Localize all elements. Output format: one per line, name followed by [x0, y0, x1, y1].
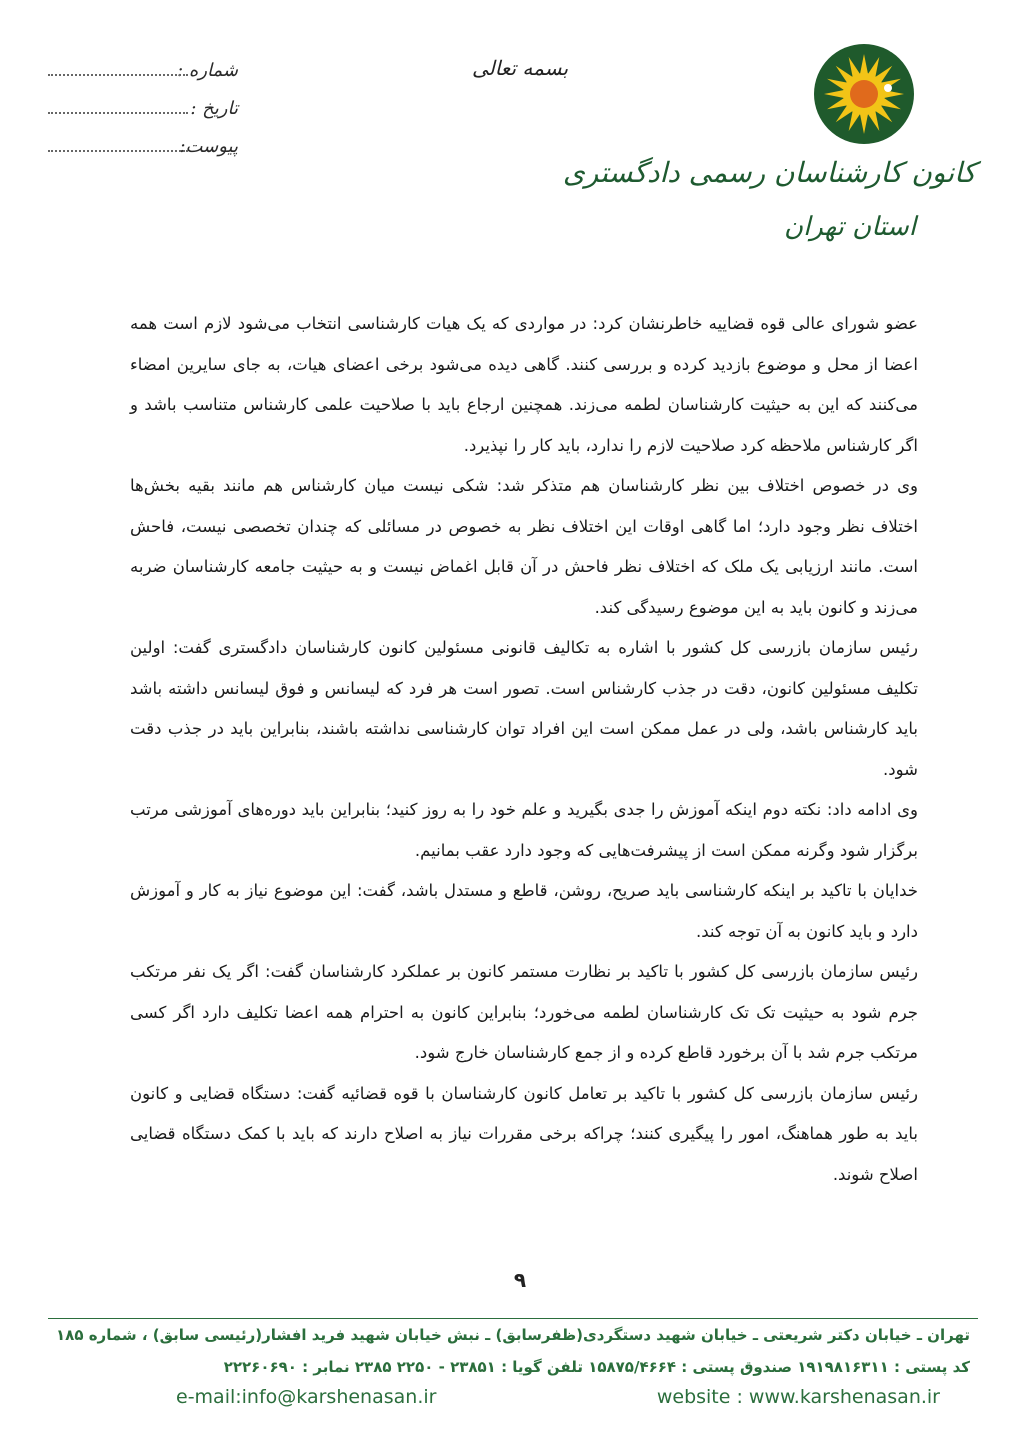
- footer-divider: [48, 1318, 978, 1319]
- sun-emblem-icon: [814, 44, 914, 144]
- body-paragraph: وی در خصوص اختلاف بین نظر کارشناسان هم متذکر شد: شکی نیست میان کارشناس هم مانند بقیه بخش‌ها اختلاف نظر وجود دارد؛ اما گاهی اوقات این اختلاف نظر به خصوص در مسائلی که چندان تخصصی نیست، فاحش است. مانند ارزیابی یک ملک که اختلاف نظر فاحش در آن قابل اغماض نیست و به حیثیت جامعه کارشناسان ضربه می‌زند و کانون باید به این موضوع رسیدگی کند.: [130, 476, 918, 617]
- org-province: استان تهران: [783, 212, 916, 242]
- body-paragraph: رئیس سازمان بازرسی کل کشور با تاکید بر تعامل کانون کارشناسان با قوه قضائیه گفت: دستگاه قضایی و کانون باید به طور هماهنگ، امور را پیگیری کنند؛ چراکه برخی مقررات نیاز به اصلاح دارند که باید با کمک دستگاه قضایی اصلاح شوند.: [130, 1083, 918, 1184]
- meta-row-date: [48, 98, 248, 136]
- meta-label-number: شماره :: [177, 60, 238, 81]
- meta-dots: [48, 150, 188, 152]
- footer-web-row: [80, 1386, 970, 1416]
- page-number: ۹: [513, 1268, 527, 1292]
- meta-row-number: [48, 60, 248, 98]
- meta-dots: [48, 112, 188, 114]
- org-name: کانون کارشناسان رسمی دادگستری: [562, 156, 976, 189]
- body-paragraph: رئیس سازمان بازرسی کل کشور با تاکید بر نظارت مستمر کانون بر عملکرد کارشناسان گفت: اگر یک نفر مرتکب جرم شود به حیثیت تک تک کارشناسان لطمه می‌خورد؛ بنابراین کانون به احترام همه اعضا تکلیف دارد اگر کسی مرتکب جرم شد با آن برخورد قاطع کرده و از جمع کارشناسان خارج شود.: [130, 962, 918, 1062]
- footer-contacts: کد پستی : ۱۹۱۹۸۱۶۳۱۱ صندوق پستی : ۱۵۸۷۵/۴۶۶۴ تلفن گویا : ۲۳۸۵۱ - ۲۲۵۰ ۲۳۸۵ نمابر : ۲۲۲۶۰۶۹۰: [223, 1358, 970, 1376]
- letter-meta: [48, 60, 248, 174]
- meta-dots: [48, 74, 188, 76]
- meta-label-attachment: پیوست:: [179, 136, 238, 157]
- body-paragraph: عضو شورای عالی قوه قضاییه خاطرنشان کرد: در مواردی که یک هیات کارشناسی انتخاب می‌شود لازم است همه اعضا از محل و موضوع بازدید کرده و بررسی کنند. گاهی دیده می‌شود برخی اعضای هیات، به جای سایرین امضاء می‌کنند که این به حیثیت کارشناسان لطمه می‌زند. همچنین ارجاع باید با صلاحیت علمی کارشناس متناسب باشد و اگر کارشناس ملاحظه کرد صلاحیت لازم را ندارد، باید کار را نپذیرد.: [130, 314, 918, 455]
- footer-address: تهران ـ خیابان دکتر شریعتی ـ خیابان شهید دستگردی(ظفرسابق) ـ نبش خیابان شهید فرید افشار(رئیسی سابق) ، شماره ۱۸۵: [56, 1326, 970, 1344]
- body-paragraph: رئیس سازمان بازرسی کل کشور با اشاره به تکالیف قانونی مسئولین کانون کارشناسان دادگستری گفت: اولین تکلیف مسئولین کانون، دقت در جذب کارشناس است. تصور است هر فرد که لیسانس و فوق لیسانس داشته باشد باید کارشناس باشد، ولی در عمل ممکن است این افراد توان کارشناسی نداشته باشند، بنابراین باید در جذب دقت شود.: [130, 638, 918, 779]
- letter-body: [130, 304, 918, 1195]
- basmala-heading: بسمه تعالی: [471, 56, 569, 80]
- footer-email: e-mail:info@karshenasan.ir: [176, 1386, 437, 1408]
- footer-website: website : www.karshenasan.ir: [656, 1386, 940, 1408]
- org-logo: [814, 44, 914, 144]
- body-paragraph: وی ادامه داد: نکته دوم اینکه آموزش را جدی بگیرید و علم خود را به روز کنید؛ بنابراین باید دوره‌های آموزشی مرتب برگزار شود وگرنه ممکن است از پیشرفت‌هایی که وجود دارد عقب بمانیم.: [130, 800, 918, 860]
- meta-row-attachment: [48, 136, 248, 174]
- body-paragraph: خدایان با تاکید بر اینکه کارشناسی باید صریح، روشن، قاطع و مستدل باشد، گفت: این موضوع نیاز به کار و آموزش دارد و باید کانون به آن توجه کند.: [130, 881, 918, 941]
- meta-label-date: تاریخ :: [190, 98, 238, 119]
